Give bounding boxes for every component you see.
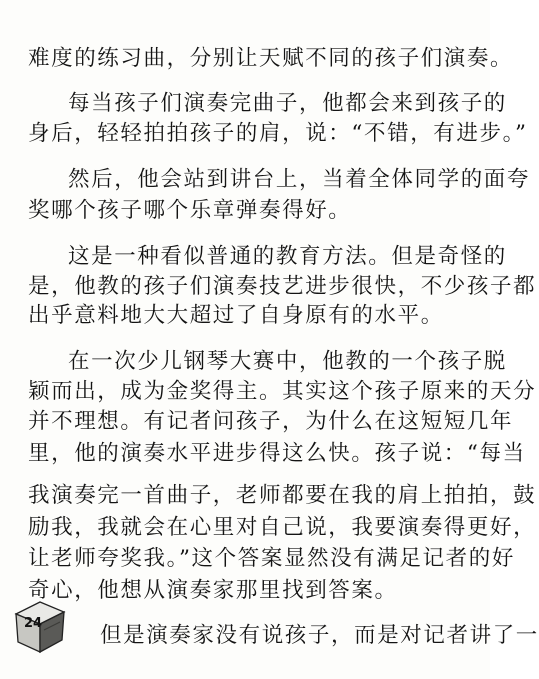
text-line: 并不理想。有记者问孩子，为什么在这短短几年: [28, 409, 514, 434]
text-line: 里，他的演奏水平进步得这么快。孩子说：“每当: [28, 441, 526, 466]
text-line: 在一次少儿钢琴大赛中，他教的一个孩子脱: [68, 349, 507, 374]
text-line: 励我，我就会在心里对自己说，我要演奏得更好，: [28, 515, 537, 540]
text-line: 但是演奏家没有说孩子，而是对记者讲了一: [100, 623, 539, 648]
text-line: 每当孩子们演奏完曲子，他都会来到孩子的: [68, 91, 507, 116]
text-line: 难度的练习曲，分别让天赋不同的孩子们演奏。: [28, 46, 514, 71]
text-line: 奇心，他想从演奏家那里找到答案。: [28, 578, 398, 603]
text-line: 让老师夸奖我。”这个答案显然没有满足记者的好: [28, 546, 515, 571]
text-line: 身后，轻轻拍拍孩子的肩，说：“不错，有进步。”: [28, 121, 528, 146]
text-line: 然后，他会站到讲台上，当着全体同学的面夸: [68, 167, 531, 192]
text-line: 颖而出，成为金奖得主。其实这个孩子原来的天分: [28, 379, 537, 404]
text-line: 是，他教的孩子们演奏技艺进步很快，不少孩子都: [28, 274, 537, 299]
page-number: 24: [24, 616, 43, 631]
text-line: 出乎意料地大大超过了自身原有的水平。: [28, 303, 444, 328]
text-line: 这是一种看似普通的教育方法。但是奇怪的: [68, 244, 507, 269]
text-line: 我演奏完一首曲子，老师都要在我的肩上拍拍，鼓: [28, 483, 537, 508]
page-number-badge: [10, 596, 68, 656]
text-line: 奖哪个孩子哪个乐章弹奏得好。: [28, 198, 352, 223]
